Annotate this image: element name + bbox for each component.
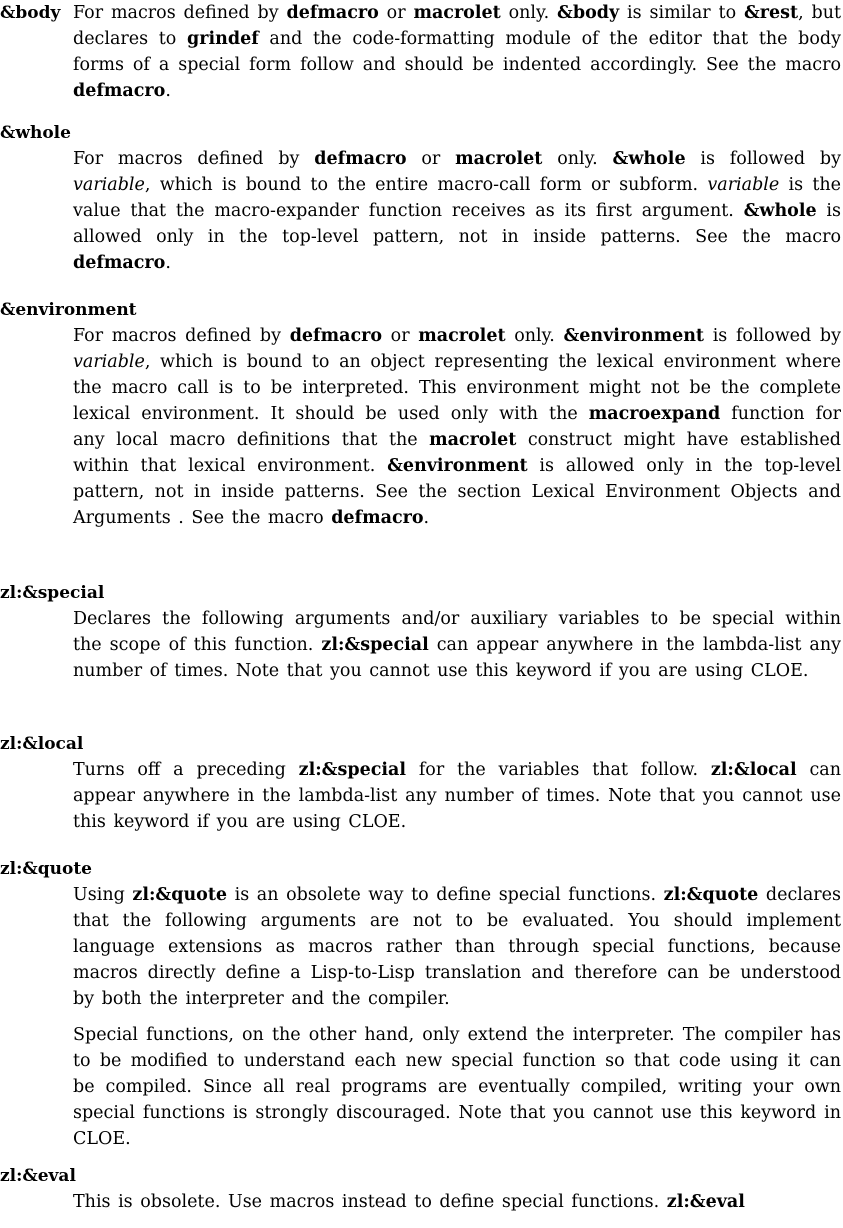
- text-run: For macros defined by: [73, 149, 315, 169]
- code-term: defmacro: [314, 149, 407, 169]
- text-run: only.: [505, 326, 564, 346]
- code-term: &rest: [743, 3, 799, 23]
- text-run: declares that the following arguments are not to be evaluated. You should implement language extensions as macros rather than through special functions, because macros directly define a Lisp-to-Lisp translation and therefore can be understood by both the interpreter and the compiler.: [73, 885, 841, 1009]
- text-run: This is obsolete. Use macros instead to define special functions.: [73, 1192, 667, 1212]
- entry-description: [73, 0, 841, 104]
- code-term: &whole: [743, 201, 817, 221]
- code-term: defmacro: [286, 3, 379, 23]
- entry-term: zl:&quote: [0, 859, 92, 879]
- entry-term: &body: [0, 3, 61, 23]
- code-term: &body: [557, 3, 620, 23]
- code-term: zl:&quote: [663, 885, 759, 905]
- entry-description: [73, 606, 841, 684]
- text-run: .: [165, 253, 171, 273]
- text-run: only.: [542, 149, 613, 169]
- entry-description: [73, 323, 841, 531]
- entry-description: [73, 882, 841, 1012]
- text-run: is allowed only in the top-level pattern, not in inside patterns. See the macro: [73, 201, 841, 247]
- text-run: Special functions, on the other hand, only extend the interpreter. The compiler has to be modified to understand each new special function so that code using it can be compiled. Since all real programs are eventually compiled, writing your own special functions is strongly discouraged. Note that you cannot use this keyword in CLOE.: [73, 1025, 841, 1149]
- entry-local-keyword: [0, 731, 843, 835]
- entry-quote-keyword: [0, 856, 843, 1152]
- argument-name: variable: [73, 352, 145, 372]
- text-run: construct might have established within that lexical environment.: [73, 430, 841, 476]
- code-term: macrolet: [429, 430, 517, 450]
- text-run: Using: [73, 885, 133, 905]
- text-run: Turns off a preceding: [73, 760, 299, 780]
- code-term: zl:&eval: [666, 1192, 745, 1212]
- code-term: grindef: [187, 29, 259, 49]
- code-term: macrolet: [418, 326, 506, 346]
- code-term: defmacro: [73, 81, 166, 101]
- entry-term: &environment: [0, 300, 137, 320]
- text-run: For macros defined by: [73, 3, 287, 23]
- code-term: zl:&local: [710, 760, 797, 780]
- argument-name: variable: [707, 175, 780, 195]
- text-run: .: [423, 508, 430, 528]
- code-term: &environment: [387, 456, 528, 476]
- text-run: is allowed only in the top-level pattern, not in inside patterns. See the section Lexical Environment Objects and Arguments . See the macro: [73, 456, 841, 528]
- text-run: is similar to: [619, 3, 744, 23]
- entry-term: zl:&local: [0, 734, 84, 754]
- entry-term: zl:&eval: [0, 1166, 76, 1186]
- entry-term: zl:&special: [0, 583, 105, 603]
- entry-description: [73, 146, 841, 276]
- text-run: can appear anywhere in the lambda-list any number of times. Note that you cannot use this keyword if you are using CLOE.: [73, 635, 842, 681]
- text-run: or: [406, 149, 456, 169]
- entry-term: &whole: [0, 123, 71, 143]
- text-run: for the variables that follow.: [406, 760, 711, 780]
- text-run: is the value that the macro-expander function receives as its first argument.: [73, 175, 841, 221]
- entry-whole-keyword: [0, 120, 843, 276]
- entry-description: [73, 757, 841, 835]
- argument-name: variable: [73, 175, 145, 195]
- text-run: and the code-formatting module of the editor that the body forms of a special form follow and should be indented accordingly. See the macro: [73, 29, 841, 75]
- text-run: function for any local macro definitions that the: [73, 404, 841, 450]
- code-term: zl:&special: [298, 760, 406, 780]
- entry-body-keyword: [0, 0, 843, 104]
- entry-special-keyword: [0, 580, 843, 684]
- code-term: defmacro: [331, 508, 424, 528]
- text-run: For macros defined by: [73, 326, 290, 346]
- text-run: or: [378, 3, 414, 23]
- code-term: &environment: [563, 326, 705, 346]
- entry-eval-keyword: [0, 1163, 843, 1215]
- code-term: zl:&quote: [132, 885, 228, 905]
- entry-description: [73, 1189, 841, 1215]
- text-run: .: [165, 81, 171, 101]
- code-term: macrolet: [455, 149, 543, 169]
- text-run: or: [382, 326, 419, 346]
- entry-description-continued: [73, 1022, 841, 1152]
- entry-environment-keyword: [0, 297, 843, 531]
- text-run: is followed by: [685, 149, 842, 169]
- code-term: macroexpand: [588, 404, 721, 424]
- text-run: Declares the following arguments and/or auxiliary variables to be special within the scope of this function.: [73, 609, 841, 655]
- code-term: macrolet: [413, 3, 501, 23]
- text-run: is an obsolete way to define special functions.: [227, 885, 664, 905]
- code-term: zl:&special: [321, 635, 429, 655]
- text-run: , which is bound to an object representing the lexical environment where the macro call is to be interpreted. This environment might not be the complete lexical environment. It should be used only with the: [73, 352, 841, 424]
- code-term: &whole: [612, 149, 686, 169]
- text-run: , but declares to: [73, 3, 842, 49]
- code-term: defmacro: [289, 326, 382, 346]
- text-run: only.: [500, 3, 558, 23]
- text-run: is followed by: [704, 326, 842, 346]
- code-term: defmacro: [73, 253, 166, 273]
- text-run: can appear anywhere in the lambda-list any number of times. Note that you cannot use this keyword if you are using CLOE.: [73, 760, 841, 832]
- text-run: , which is bound to the entire macro-call form or subform.: [144, 175, 708, 195]
